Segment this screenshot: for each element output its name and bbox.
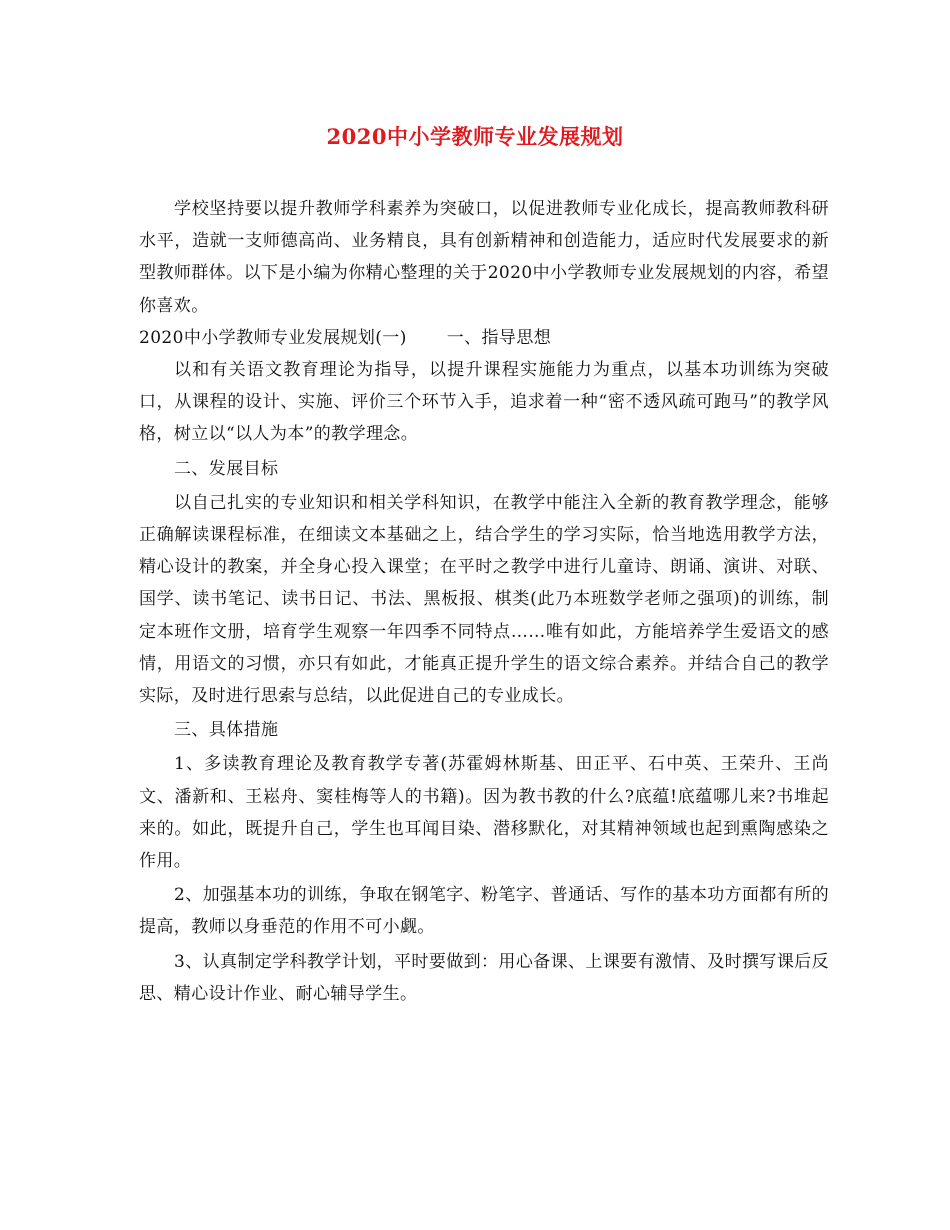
- measure-3-paragraph: 3、认真制定学科教学计划，平时要做到：用心备课、上课要有激情、及时撰写课后反思、精心设计作业、耐心辅导学生。: [139, 951, 830, 1004]
- section1-paragraph: 以和有关语文教育理论为指导，以提升课程实施能力为重点，以基本功训练为突破口，从课程的设计、实施、评价三个环节入手，追求着一种“密不透风疏可跑马”的教学风格，树立以“以人为本”的教学理念。: [139, 360, 829, 445]
- document-title: 2020中小学教师专业发展规划: [326, 124, 624, 149]
- section2-heading: 二、发展目标: [174, 458, 279, 479]
- document-subtitle: 2020中小学教师专业发展规划(一): [139, 327, 407, 348]
- section2-paragraph: 以自己扎实的专业知识和相关学科知识，在教学中能注入全新的教育教学理念，能够正确解读课程标准，在细读文本基础之上，结合学生的学习实际，恰当地选用教学方法，精心设计的教案，并全身心投入课堂；在平时之教学中进行儿童诗、朗诵、演讲、对联、国学、读书笔记、读书日记、书法、黑板报、棋类(此乃本班数学老师之强项)的训练，制定本班作文册，培育学生观察一年四季不同特点……唯有如此，方能培养学生爱语文的感情，用语文的习惯，亦只有如此，才能真正提升学生的语文综合素养。并结合自己的教学实际，及时进行思索与总结，以此促进自己的专业成长。: [139, 492, 829, 707]
- section1-heading: 一、指导思想: [446, 327, 552, 348]
- subtitle-line: [139, 322, 829, 354]
- section3-heading: 三、具体措施: [174, 720, 279, 741]
- measure-2-paragraph: 2、加强基本功的训练，争取在钢笔字、粉笔字、普通话、写作的基本功方面都有所的提高，教师以身垂范的作用不可小觑。: [139, 885, 830, 938]
- intro-paragraph: 学校坚持要以提升教师学科素养为突破口，以促进教师专业化成长，提高教师教科研水平，造就一支师德高尚、业务精良，具有创新精神和创造能力，适应时代发展要求的新型教师群体。以下是小编为你精心整理的关于2020中小学教师专业发展规划的内容，希望你喜欢。: [139, 199, 829, 316]
- measure-1-paragraph: 1、多读教育理论及教育教学专著(苏霍姆林斯基、田正平、石中英、王荣升、王尚文、潘新和、王崧舟、窦桂梅等人的书籍)。因为教书教的什么?底蕴!底蕴哪儿来?书堆起来的。如此，既提升自己，学生也耳闻目染、潜移默化，对其精神领域也起到熏陶感染之作用。: [139, 754, 829, 872]
- document-body: [139, 193, 829, 1010]
